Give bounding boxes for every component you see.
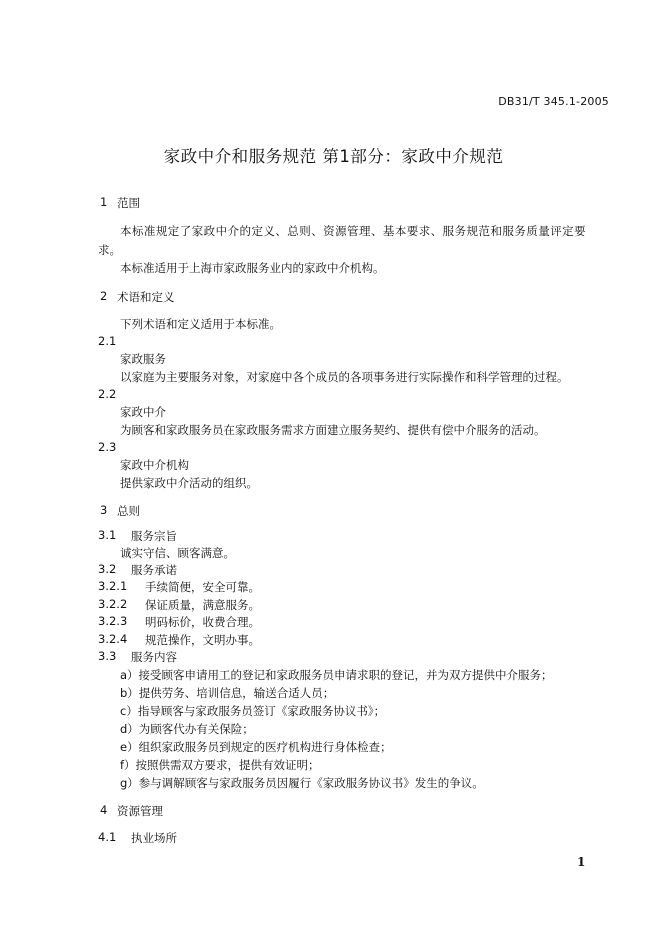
scope-paragraph-1: 本标准规定了家政中介的定义、总则、资源管理、基本要求、服务规范和服务质量评定要	[120, 224, 587, 238]
clause-text: 规范操作，文明办事。	[145, 633, 260, 647]
section-1-number: 1	[100, 195, 108, 209]
subsection-number: 3.2	[98, 562, 117, 576]
list-item: f）按照供需双方要求，提供有效证明；	[120, 758, 320, 772]
section-1-title: 范围	[117, 196, 140, 210]
term-definition: 以家庭为主要服务对象，对家庭中各个成员的各项事务进行实际操作和科学管理的过程。	[120, 370, 569, 384]
clause-text: 明码标价，收费合理。	[145, 615, 260, 629]
term-number: 2.3	[98, 440, 117, 454]
list-item: b）提供劳务、培训信息，输送合适人员；	[120, 686, 335, 700]
subsection-text: 诚实守信、顾客满意。	[120, 546, 235, 560]
scope-paragraph-1-end: 求。	[98, 243, 121, 257]
term-number: 2.2	[98, 387, 117, 401]
list-item: e）组织家政服务员到规定的医疗机构进行身体检查；	[120, 740, 392, 754]
subsection-title: 服务承诺	[131, 563, 177, 577]
subsection-number: 4.1	[98, 830, 117, 844]
section-4-title: 资源管理	[117, 804, 163, 818]
term-definition: 为顾客和家政服务员在家政服务需求方面建立服务契约、提供有偿中介服务的活动。	[120, 423, 546, 437]
terms-intro: 下列术语和定义适用于本标准。	[120, 317, 281, 331]
standard-code: DB31/T 345.1-2005	[498, 95, 609, 108]
section-3-number: 3	[100, 503, 108, 517]
section-2-number: 2	[100, 289, 108, 303]
term-name: 家政中介机构	[120, 458, 189, 472]
clause-text: 保证质量，满意服务。	[145, 598, 260, 612]
list-item: d）为顾客代办有关保险；	[120, 722, 254, 736]
scope-paragraph-2: 本标准适用于上海市家政服务业内的家政中介机构。	[120, 261, 385, 275]
subsection-number: 3.3	[98, 649, 117, 663]
list-item: a）接受顾客申请用工的登记和家政服务员申请求职的登记，并为双方提供中介服务；	[120, 668, 553, 682]
subsection-number: 3.1	[98, 528, 117, 542]
term-definition: 提供家政中介活动的组织。	[120, 476, 258, 490]
clause-number: 3.2.2	[98, 597, 128, 611]
clause-number: 3.2.3	[98, 614, 128, 628]
clause-number: 3.2.1	[98, 579, 128, 593]
subsection-title: 服务内容	[131, 650, 177, 664]
subsection-title: 服务宗旨	[131, 529, 177, 543]
list-item: c）指导顾客与家政服务员签订《家政服务协议书》；	[120, 704, 386, 718]
section-2-title: 术语和定义	[117, 290, 175, 304]
section-3-title: 总则	[117, 504, 140, 518]
term-name: 家政中介	[120, 405, 166, 419]
subsection-title: 执业场所	[131, 831, 177, 845]
list-item: g）参与调解顾客与家政服务员因履行《家政服务协议书》发生的争议。	[120, 776, 484, 790]
term-number: 2.1	[98, 334, 117, 348]
document-title: 家政中介和服务规范 第1部分：家政中介规范	[163, 147, 504, 166]
clause-number: 3.2.4	[98, 632, 128, 646]
section-4-number: 4	[100, 803, 108, 817]
page-number: 1	[577, 855, 586, 869]
term-name: 家政服务	[120, 352, 166, 366]
clause-text: 手续简便，安全可靠。	[145, 580, 260, 594]
